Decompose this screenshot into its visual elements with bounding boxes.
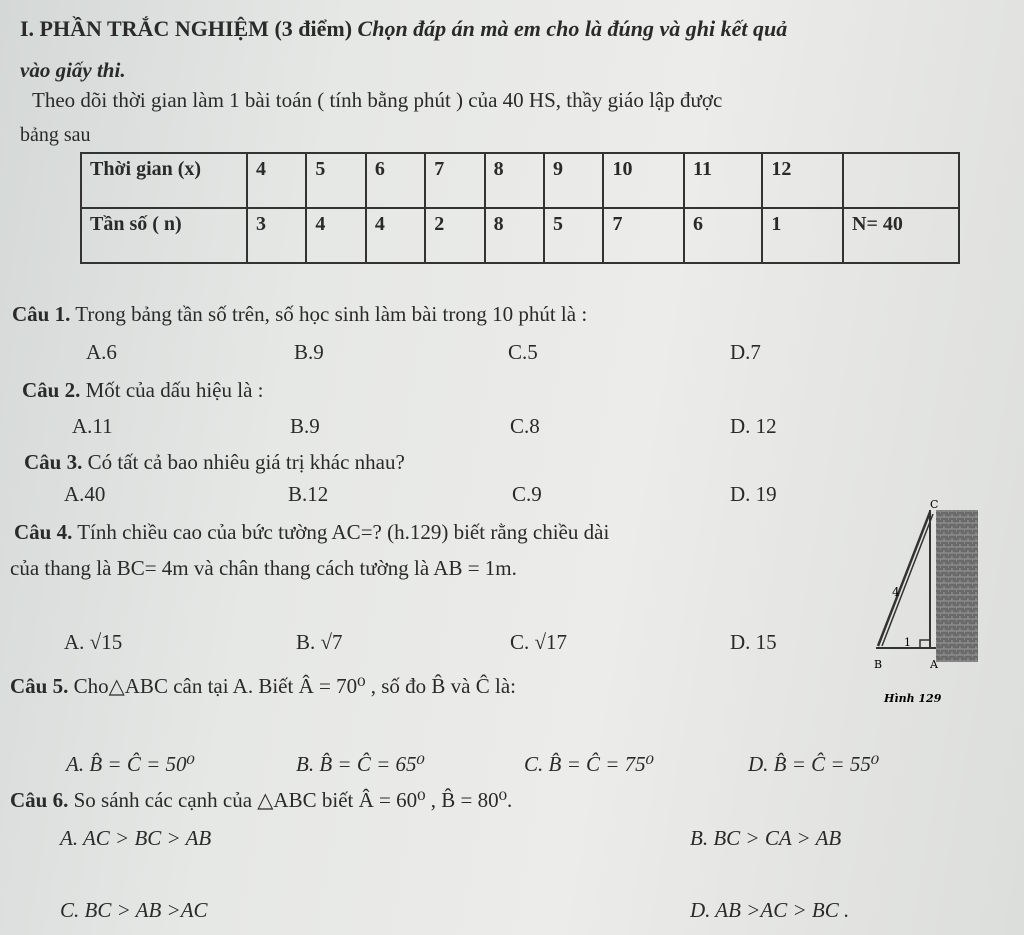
- table-row-x: [81, 153, 959, 208]
- question-text: Trong bảng tần số trên, số học sinh làm bài trong 10 phút là :: [75, 302, 588, 326]
- label-a: A: [930, 658, 938, 671]
- question-label: Câu 1.: [12, 302, 71, 326]
- ladder-line: [878, 512, 930, 646]
- x-cell: 12: [762, 153, 843, 208]
- question-5: [10, 674, 516, 699]
- x-cell: 11: [684, 153, 762, 208]
- n-cell: 4: [366, 208, 425, 263]
- n-cell: 1: [762, 208, 843, 263]
- ladder-rail: [882, 514, 933, 646]
- x-cell: 8: [485, 153, 544, 208]
- n-cell: 4: [306, 208, 365, 263]
- row-label-x: Thời gian (x): [81, 153, 247, 208]
- option-b: B. BC > CA > AB: [690, 826, 842, 850]
- x-cell: 10: [603, 153, 684, 208]
- option-d: D.7: [730, 340, 761, 364]
- section-title: I. PHẦN TRẮC NGHIỆM (3 điểm): [20, 16, 353, 41]
- option-a: A. √15: [64, 630, 123, 654]
- x-cell: 7: [425, 153, 484, 208]
- n-cell: 3: [247, 208, 306, 263]
- label-length: 4: [892, 585, 900, 599]
- section-heading: [20, 16, 787, 42]
- wall-shape: [936, 510, 978, 662]
- option-c: C.9: [512, 482, 542, 506]
- n-cell: 5: [544, 208, 603, 263]
- option-b: B. √7: [296, 630, 343, 654]
- instruction-text: Chọn đáp án mà em cho là đúng và ghi kết quả: [357, 16, 788, 41]
- figure-caption: Hình 129: [884, 692, 942, 705]
- option-c: C.8: [510, 414, 540, 438]
- question-2: [22, 378, 263, 403]
- question-text: Có tất cả bao nhiêu giá trị khác nhau?: [87, 450, 405, 474]
- option-c: C. BC > AB >AC: [60, 898, 208, 922]
- n-cell: 8: [485, 208, 544, 263]
- right-angle-mark: [920, 640, 930, 648]
- question-4-cont: của thang là BC= 4m và chân thang cách tường là AB = 1m.: [10, 556, 517, 580]
- empty-cell: [843, 153, 959, 208]
- question-text: So sánh các cạnh của △ABC biết Â = 60⁰ , B̂ = 80⁰.: [73, 788, 513, 812]
- question-3: [24, 450, 405, 475]
- intro-line-2: bảng sau: [20, 124, 91, 146]
- question-text: Cho△ABC cân tại A. Biết Â = 70⁰ , số đo B̂ và Ĉ là:: [73, 674, 517, 698]
- option-d: D. 19: [730, 482, 777, 506]
- label-one: 1: [904, 636, 911, 649]
- instruction-cont: vào giấy thi.: [20, 58, 126, 82]
- option-b: B.9: [294, 340, 324, 364]
- question-label: Câu 2.: [22, 378, 81, 402]
- question-6: [10, 788, 512, 813]
- x-cell: 6: [366, 153, 425, 208]
- option-b: B.12: [288, 482, 329, 506]
- option-a: A.40: [64, 482, 106, 506]
- total-cell: N= 40: [843, 208, 959, 263]
- n-cell: 7: [603, 208, 684, 263]
- label-b: B: [874, 658, 883, 671]
- option-d: D. 15: [730, 630, 777, 654]
- row-label-n: Tần số ( n): [81, 208, 247, 263]
- option-c: C. B̂ = Ĉ = 75⁰: [524, 752, 655, 776]
- option-d: D. B̂ = Ĉ = 55⁰: [748, 752, 880, 776]
- n-cell: 6: [684, 208, 762, 263]
- n-cell: 2: [425, 208, 484, 263]
- option-d: D. AB >AC > BC .: [690, 898, 850, 922]
- question-text: Tính chiều cao của bức tường AC=? (h.129) biết rằng chiều dài: [77, 520, 610, 544]
- option-b: B.9: [290, 414, 320, 438]
- option-a: A.11: [72, 414, 113, 438]
- intro-line-1: Theo dõi thời gian làm 1 bài toán ( tính bằng phút ) của 40 HS, thầy giáo lập được: [32, 88, 723, 112]
- x-cell: 5: [306, 153, 365, 208]
- question-label: Câu 4.: [14, 520, 73, 544]
- question-label: Câu 6.: [10, 788, 69, 812]
- question-1: [12, 302, 587, 327]
- option-d: D. 12: [730, 414, 777, 438]
- question-label: Câu 3.: [24, 450, 83, 474]
- x-cell: 4: [247, 153, 306, 208]
- ladder-wall-figure: [860, 496, 980, 716]
- option-b: B. B̂ = Ĉ = 65⁰: [296, 752, 425, 776]
- label-c: C: [930, 498, 939, 511]
- option-a: A. B̂ = Ĉ = 50⁰: [66, 752, 195, 776]
- question-text: Mốt của dấu hiệu là :: [85, 378, 264, 402]
- frequency-table: [80, 152, 960, 264]
- option-c: C. √17: [510, 630, 568, 654]
- table-row-n: [81, 208, 959, 263]
- question-label: Câu 5.: [10, 674, 69, 698]
- x-cell: 9: [544, 153, 603, 208]
- option-a: A. AC > BC > AB: [60, 826, 212, 850]
- option-c: C.5: [508, 340, 538, 364]
- option-a: A.6: [86, 340, 117, 364]
- question-4: [14, 520, 609, 545]
